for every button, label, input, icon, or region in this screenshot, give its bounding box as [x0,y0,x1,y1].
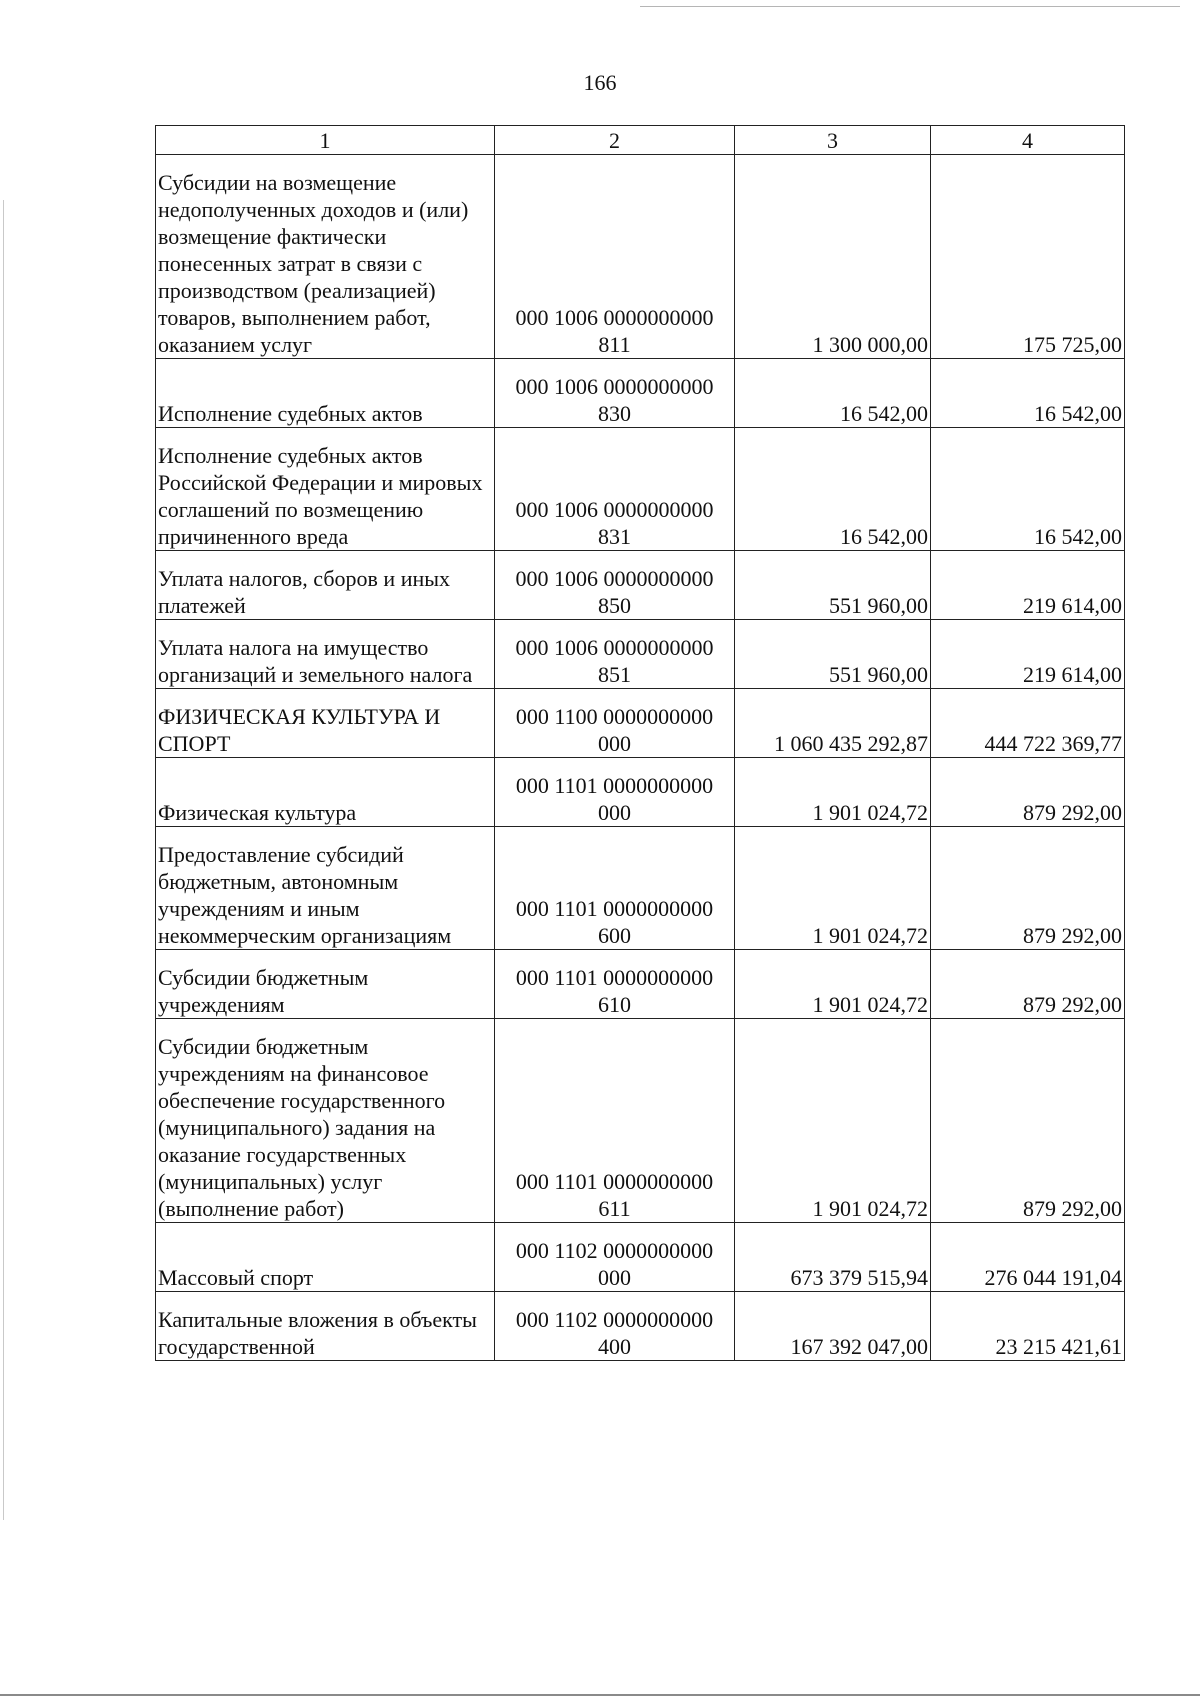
row-code [495,620,735,689]
row-amount-plan: 1 060 435 292,87 [735,689,931,758]
page-number: 166 [583,70,617,95]
row-code-line2: 000 [598,731,631,756]
row-name: ФИЗИЧЕСКАЯ КУЛЬТУРА И СПОРТ [156,689,495,758]
row-code-line1: 000 1100 0000000000 [515,704,714,729]
row-code [495,1292,735,1361]
table-row [156,155,1125,359]
row-code [495,758,735,827]
row-code [495,551,735,620]
row-amount-fact: 175 725,00 [931,155,1125,359]
row-amount-plan: 16 542,00 [735,428,931,551]
table-row [156,428,1125,551]
row-code-line1: 000 1101 0000000000 [515,965,714,990]
row-code-line2: 610 [598,992,631,1017]
row-name: Массовый спорт [156,1223,495,1292]
scan-edge-left [3,200,4,1520]
row-code-line1: 000 1006 0000000000 [515,374,714,399]
header-col-3: 3 [735,126,931,155]
row-name: Физическая культура [156,758,495,827]
header-col-1: 1 [156,126,495,155]
row-amount-plan: 673 379 515,94 [735,1223,931,1292]
table-row [156,1019,1125,1223]
row-code-line1: 000 1101 0000000000 [515,1169,714,1194]
table-row [156,1223,1125,1292]
row-name: Исполнение судебных актов Российской Федерации и мировых соглашений по возмещению причиненного вреда [156,428,495,551]
row-code-line1: 000 1102 0000000000 [515,1307,714,1332]
header-col-2: 2 [495,126,735,155]
row-amount-fact: 879 292,00 [931,827,1125,950]
row-code-line2: 850 [598,593,631,618]
row-amount-plan: 551 960,00 [735,620,931,689]
row-code [495,689,735,758]
row-code [495,155,735,359]
budget-table [155,125,1125,1361]
row-code-line1: 000 1101 0000000000 [515,773,714,798]
row-amount-plan: 1 901 024,72 [735,1019,931,1223]
row-amount-fact: 219 614,00 [931,620,1125,689]
table-row [156,359,1125,428]
row-code-line2: 811 [598,332,631,357]
row-code-line2: 400 [598,1334,631,1359]
row-amount-plan: 1 901 024,72 [735,758,931,827]
row-code [495,827,735,950]
row-code-line1: 000 1102 0000000000 [515,1238,714,1263]
row-code-line1: 000 1006 0000000000 [515,305,714,330]
row-name: Предоставление субсидий бюджетным, автономным учреждениям и иным некоммерческим организациям [156,827,495,950]
row-amount-plan: 1 901 024,72 [735,950,931,1019]
row-code [495,950,735,1019]
table-row [156,1292,1125,1361]
row-amount-plan: 1 300 000,00 [735,155,931,359]
row-name: Исполнение судебных актов [156,359,495,428]
row-code-line2: 000 [598,800,631,825]
table-row [156,827,1125,950]
row-code-line2: 851 [598,662,631,687]
row-code-line1: 000 1006 0000000000 [515,566,714,591]
row-amount-plan: 1 901 024,72 [735,827,931,950]
row-amount-fact: 16 542,00 [931,428,1125,551]
table-row [156,551,1125,620]
row-code-line2: 830 [598,401,631,426]
table-row [156,950,1125,1019]
row-code-line2: 000 [598,1265,631,1290]
row-code [495,359,735,428]
row-amount-fact: 23 215 421,61 [931,1292,1125,1361]
header-col-4: 4 [931,126,1125,155]
row-amount-fact: 879 292,00 [931,758,1125,827]
row-name: Капитальные вложения в объекты государственной [156,1292,495,1361]
row-name: Уплата налога на имущество организаций и земельного налога [156,620,495,689]
scan-edge-top [640,6,1180,7]
row-name: Субсидии бюджетным учреждениям на финансовое обеспечение государственного (муниципального) задания на оказание государственных (муниципальных) услуг (выполнение работ) [156,1019,495,1223]
row-code [495,1019,735,1223]
row-code-line1: 000 1006 0000000000 [515,635,714,660]
row-code-line1: 000 1006 0000000000 [515,497,714,522]
row-code [495,428,735,551]
row-name: Субсидии на возмещение недополученных доходов и (или) возмещение фактически понесенных затрат в связи с производством (реализацией) товаров, выполнением работ, оказанием услуг [156,155,495,359]
row-amount-fact: 879 292,00 [931,950,1125,1019]
row-amount-fact: 16 542,00 [931,359,1125,428]
table-row [156,620,1125,689]
row-code-line2: 600 [598,923,631,948]
row-amount-plan: 167 392 047,00 [735,1292,931,1361]
row-name: Субсидии бюджетным учреждениям [156,950,495,1019]
row-code-line2: 831 [598,524,631,549]
row-code-line1: 000 1101 0000000000 [515,896,714,921]
row-amount-plan: 16 542,00 [735,359,931,428]
row-amount-fact: 276 044 191,04 [931,1223,1125,1292]
table-row [156,758,1125,827]
row-amount-fact: 219 614,00 [931,551,1125,620]
header-row [156,126,1125,155]
row-amount-fact: 879 292,00 [931,1019,1125,1223]
row-amount-fact: 444 722 369,77 [931,689,1125,758]
table-row [156,689,1125,758]
row-code [495,1223,735,1292]
row-name: Уплата налогов, сборов и иных платежей [156,551,495,620]
row-amount-plan: 551 960,00 [735,551,931,620]
row-code-line2: 611 [598,1196,631,1221]
scan-edge-bottom [0,1694,1200,1696]
